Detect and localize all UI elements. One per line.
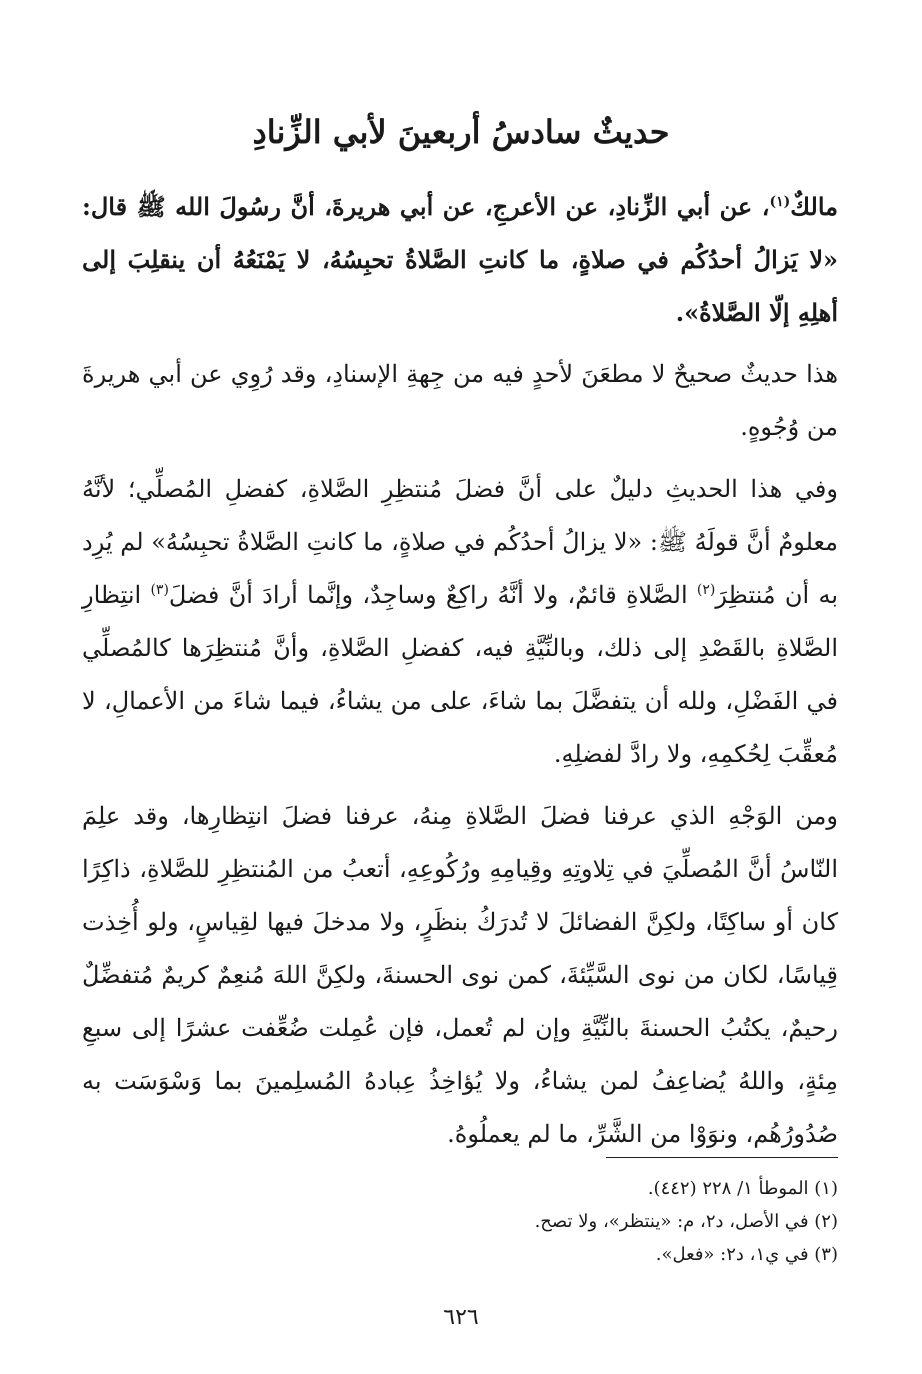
- footnotes: [82, 1172, 838, 1271]
- commentary-text-part: وفي هذا الحديثِ دليلٌ على أنَّ فضلَ مُنتظِرِ الصَّلاةِ، كفضلِ المُصلِّي؛ لأنَّهُ معلومٌ أنَّ قولَهُ ﷺ: «لا يزالُ أحدُكُم في صلاةٍ، ما كانتِ الصَّلاةُ تحبِسُهُ» لم يُرِد به أن مُنتظِرَ: [82, 475, 839, 609]
- footnote-1: (١) الموطأ ١/ ٢٢٨ (٤٤٢).: [647, 1178, 838, 1199]
- footnote-2: (٢) في الأصل، د٢، م: «ينتظر»، ولا تصح.: [534, 1211, 838, 1232]
- commentary-paragraph-3: ومن الوَجْهِ الذي عرفنا فضلَ الصَّلاةِ مِنهُ، عرفنا فضلَ انتِظارِها، وقد علِمَ النّاسُ أنَّ المُصلِّيَ في تِلاوتِهِ وقِيامِهِ ورُكُوعِهِ، أتعبُ من المُنتظِرِ للصَّلاةِ، ذاكِرًا كان أو ساكِتًا، ولكِنَّ الفضائلَ لا تُدرَكُ بنظَرٍ، ولا مدخلَ فيها لقِياسٍ، ولو أُخِذت قِياسًا، لكان من نوى السَّيِّئةَ، كمن نوى الحسنةَ، ولكِنَّ اللهَ مُنعِمٌ كريمٌ مُتفضِّلٌ رحيمٌ، يكتُبُ الحسنةَ بالنِّيَّةِ وإن لم تُعمل، فإن عُمِلت ضُعِّفت عشرًا إلى سبعِ مِئةٍ، واللهُ يُضاعِفُ لمن يشاءُ، ولا يُؤاخِذُ عِبادهُ المُسلِمينَ بما وَسْوَسَت به صُدُورُهُم، ونوَوْا من الشَّرِّ، ما لم يعملُوهُ.: [82, 802, 839, 1148]
- footnote-ref-3[interactable]: (٣): [150, 582, 169, 598]
- narrator-name: مالكٌ: [790, 192, 838, 221]
- commentary-text-part: انتِظارِ الصَّلاةِ بالقَصْدِ إلى ذلك، وبالنِّيَّةِ فيه، كفضلِ الصَّلاةِ، وأنَّ مُنتظِرَها كالمُصلِّي في الفَضْلِ، ولله أن يتفضَّلَ بما شاءَ، على من يشاءُ، فيما شاءَ من الأعمالِ، لا مُعقِّبَ لِحُكمِهِ، ولا رادَّ لفضلِهِ.: [82, 581, 838, 768]
- page-number: ٦٢٦: [443, 1305, 479, 1330]
- hadith-text-paragraph: [82, 180, 838, 339]
- hadith-title: حديثٌ سادسُ أربعينَ لأبي الزِّنادِ: [252, 113, 670, 151]
- commentary-text-part: الصَّلاةِ قائمٌ، ولا أنَّهُ راكِعٌ وساجِدٌ، وإنَّما أرادَ أنَّ فضلَ: [168, 581, 697, 609]
- footnote-3: (٣) في ي١، د٢: «فعل».: [655, 1244, 838, 1265]
- footnote-divider: [606, 1157, 838, 1158]
- main-text: [82, 180, 838, 1170]
- hadith-text: ، عن أبي الزِّنادِ، عن الأعرجِ، عن أبي هريرةَ، أنَّ رسُولَ الله ﷺ قال: «لا يَزالُ أحدُكُم في صلاةٍ، ما كانتِ الصَّلاةُ تحبِسُهُ، لا يَمْنَعُهُ أن ينقلِبَ إلى أهلِهِ إلّا الصَّلاةُ».: [82, 192, 839, 327]
- footnote-ref-1[interactable]: (١): [769, 194, 791, 210]
- commentary-paragraph-1: هذا حديثٌ صحيحٌ لا مطعَنَ لأحدٍ فيه من جِهةِ الإسنادِ، وقد رُوِي عن أبي هريرةَ من وُجُوهٍ.: [82, 360, 838, 441]
- commentary-paragraph-2: [82, 463, 838, 781]
- footnote-ref-2[interactable]: (٢): [696, 582, 716, 598]
